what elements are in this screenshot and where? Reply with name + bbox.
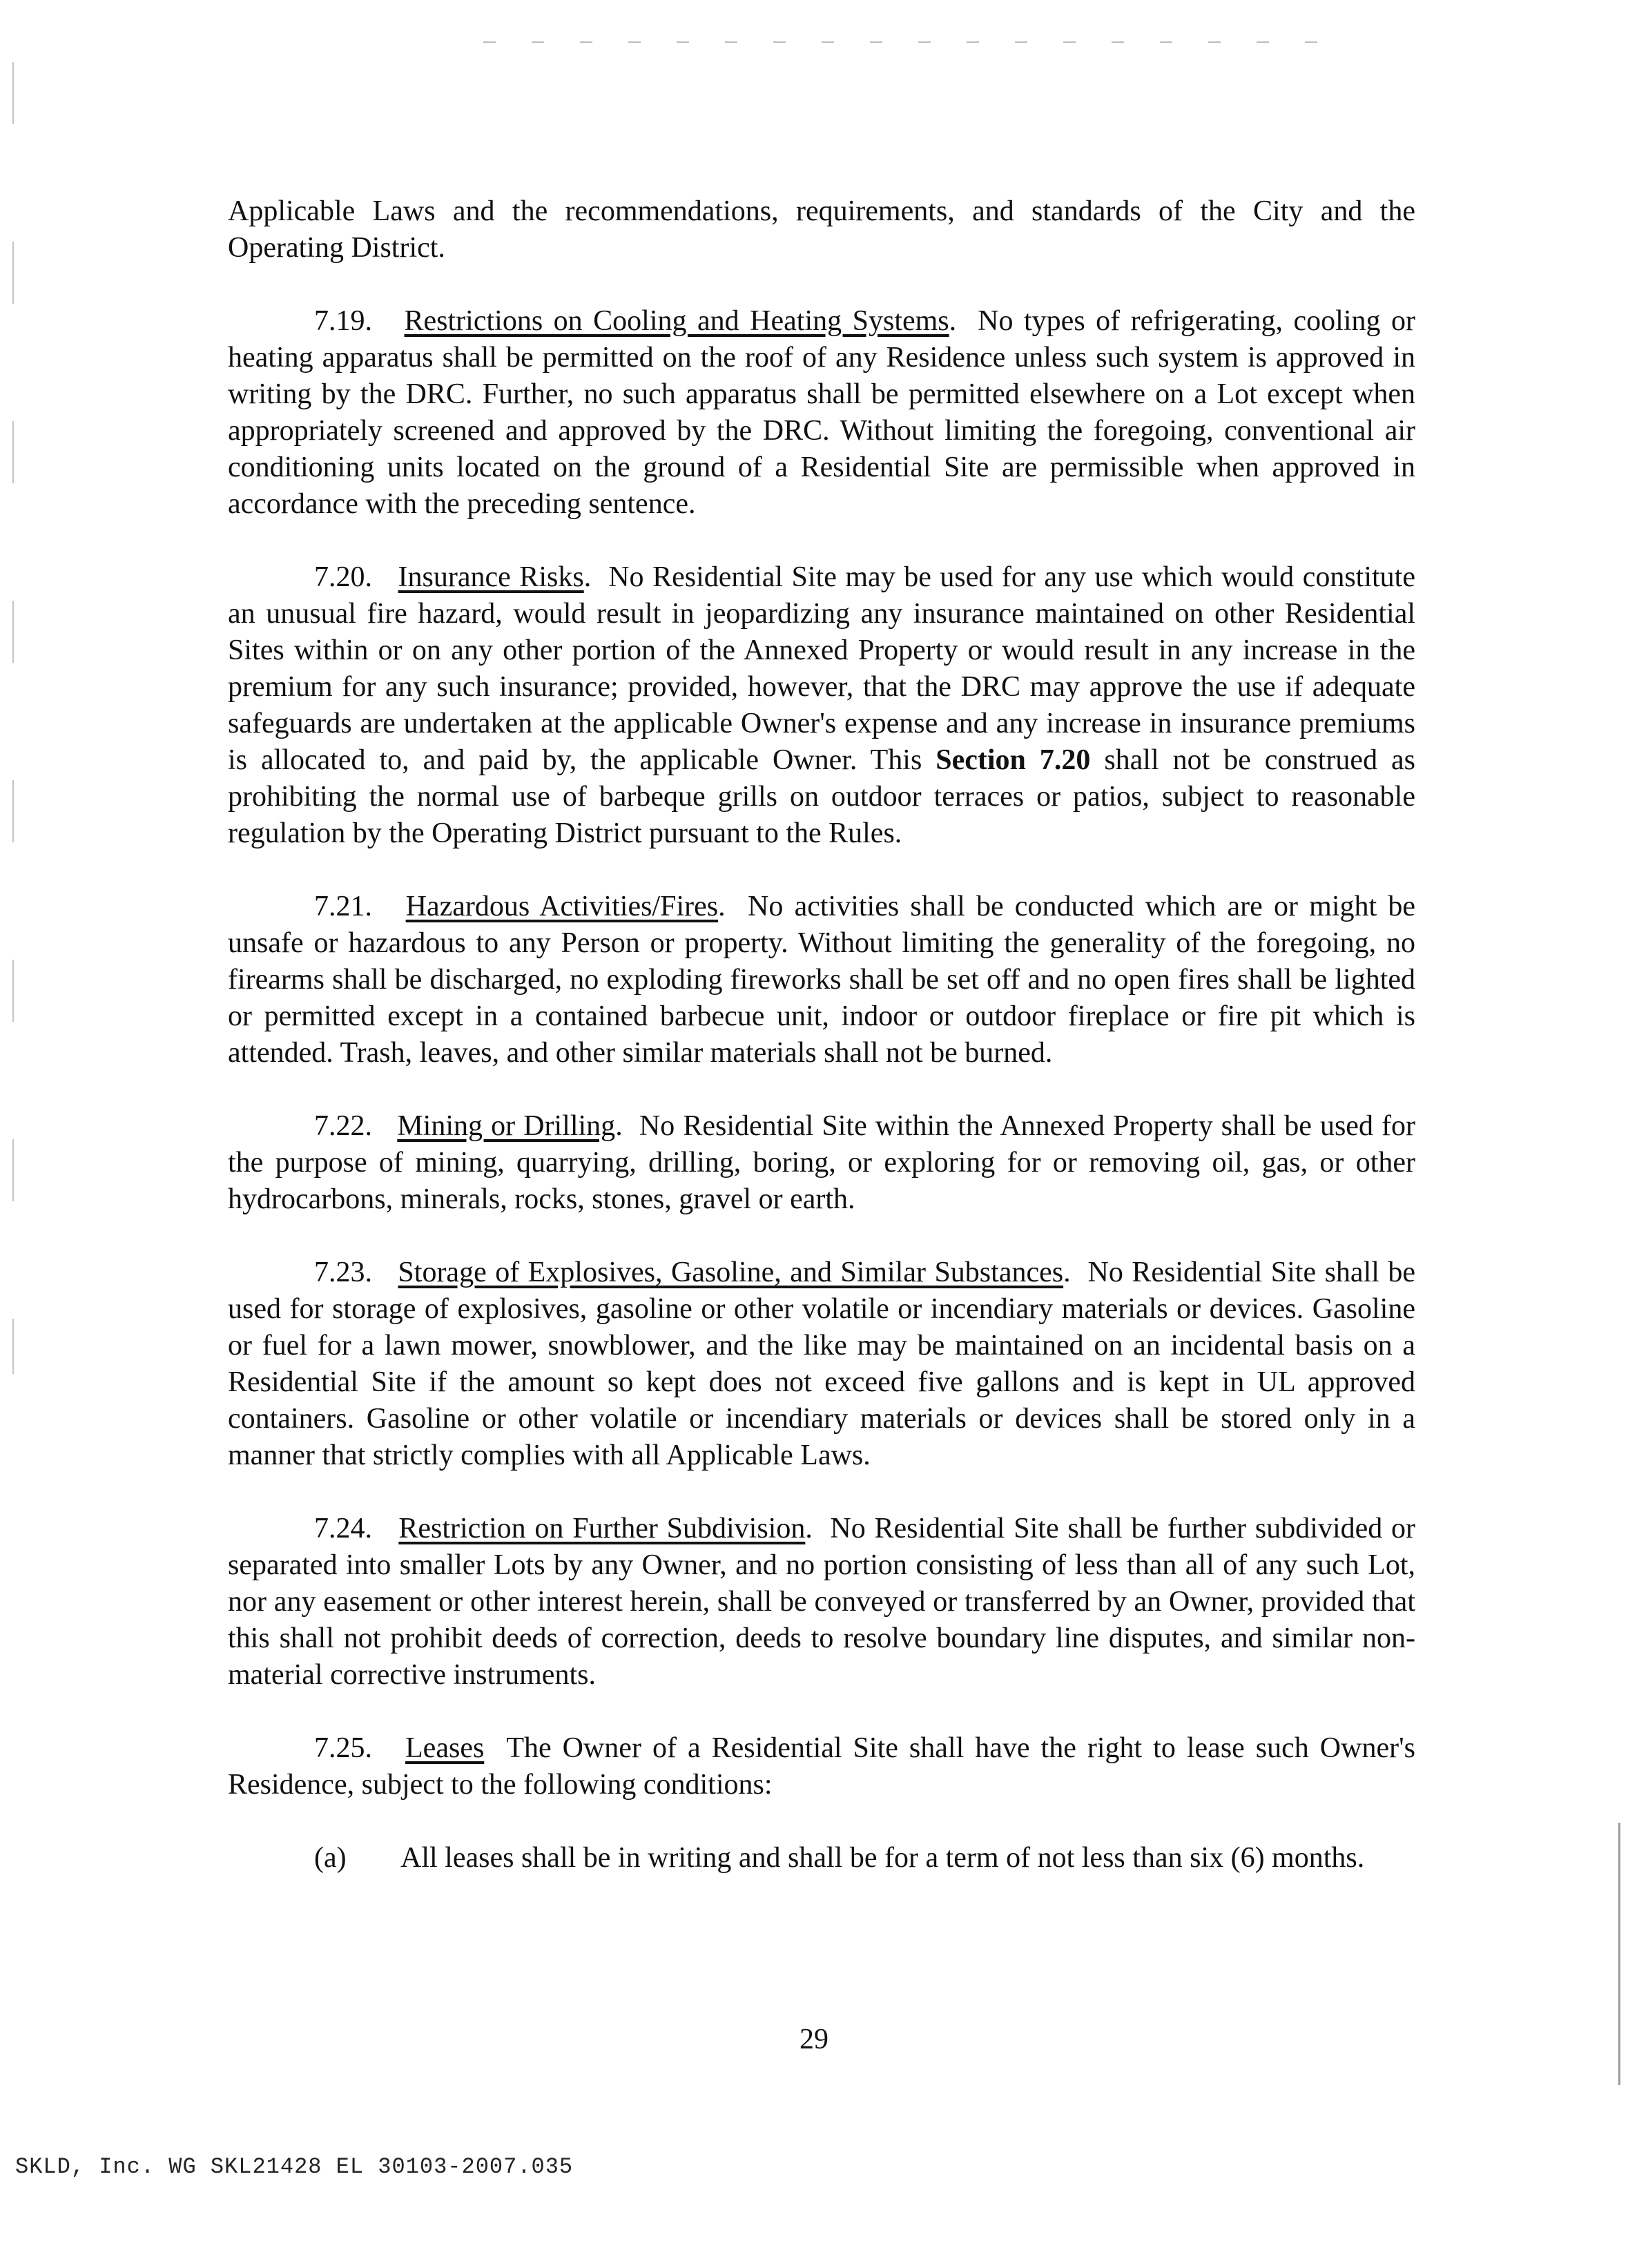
page-number: 29	[800, 2024, 828, 2055]
section-body: No Residential Site shall be used for storage of explosives, gasoline or other volatile or incendiary materials or devices. Gasoline or fuel for a lawn mower, snowblower, and the like may be maintained on an incidental basis on a Residential Site if the amount so kept does not exceed five gallons and is kept in UL approved containers. Gasoline or other volatile or incendiary materials or devices shall be stored only in a manner that strictly complies with all Applicable Laws.	[228, 1257, 1416, 1471]
document-body	[228, 193, 1415, 1877]
section-heading: Leases	[405, 1732, 485, 1764]
section-7-25	[228, 1730, 1415, 1803]
section-heading: Storage of Explosives, Gasoline, and Similar Substances	[398, 1257, 1064, 1288]
section-number: 7.22.	[314, 1110, 372, 1142]
footer-document-code: SKLD, Inc. WG SKL21428 EL 30103-2007.035	[15, 2154, 574, 2180]
heading-punct: .	[805, 1513, 813, 1544]
section-number: 7.21.	[314, 891, 372, 922]
continuation-paragraph: Applicable Laws and the recommendations, requirements, and standards of the City and the Operating District.	[228, 195, 1415, 264]
heading-punct: .	[615, 1110, 623, 1142]
section-heading: Hazardous Activities/Fires	[405, 891, 719, 922]
section-7-21	[228, 889, 1415, 1072]
heading-punct: .	[1063, 1257, 1071, 1288]
sub-item-text: All leases shall be in writing and shall be for a term of not less than six (6) months.	[400, 1842, 1365, 1874]
section-body: The Owner of a Residential Site shall have the right to lease such Owner's Residence, subject to the following conditions:	[228, 1732, 1416, 1801]
section-number: 7.23.	[314, 1257, 372, 1288]
section-body: No types of refrigerating, cooling or heating apparatus shall be permitted on the roof of any Residence unless such system is approved in writing by the DRC. Further, no such apparatus shall be permitted elsewhere on a Lot except when appropriately screened and approved by the DRC. Without limiting the foregoing, conventional air conditioning units located on the ground of a Residential Site are permissible when approved in accordance with the preceding sentence.	[228, 305, 1416, 520]
section-number: 7.20.	[314, 561, 372, 593]
section-body: No Residential Site may be used for any use which would constitute an unusual fire hazard, would result in jeopardizing any insurance maintained on other Residential Sites within or on any other portion of the Annexed Property or would result in any increase in the premium for any such insurance; provided, however, that the DRC may approve the use if adequate safeguards are undertaken at the applicable Owner's expense and any increase in insurance premiums is allocated to, and paid by, the applicable Owner. This	[228, 561, 1415, 776]
section-7-23	[228, 1254, 1415, 1474]
section-body: No activities shall be conducted which are or might be unsafe or hazardous to any Person or property. Without limiting the generality of the foregoing, no firearms shall be discharged, no exploding fireworks shall be set off and no open fires shall be lighted or permitted except in a contained barbecue unit, indoor or outdoor fireplace or fire pit which is attended. Trash, leaves, and other similar materials shall not be burned.	[228, 891, 1416, 1069]
section-number: 7.19.	[314, 305, 372, 337]
section-body: No Residential Site shall be further subdivided or separated into smaller Lots by any Owner, and no portion consisting of less than all of any such Lot, nor any easement or other interest herein, shall be conveyed or transferred by an Owner, provided that this shall not prohibit deeds of correction, deeds to resolve boundary line disputes, and similar non-material corrective instruments.	[228, 1513, 1416, 1691]
heading-punct: .	[949, 305, 957, 337]
section-body-continued: shall not be construed as prohibiting the normal use of barbeque grills on outdoor terraces or patios, subject to reasonable regulation by the Operating District pursuant to the Rules.	[228, 744, 1416, 849]
section-cross-reference: Section 7.20	[936, 744, 1091, 776]
scan-artifact-top-rule	[483, 41, 1346, 43]
section-body: No Residential Site within the Annexed Property shall be used for the purpose of mining, quarrying, drilling, boring, or exploring for or removing oil, gas, or other hydrocarbons, minerals, rocks, stones, gravel or earth.	[228, 1110, 1416, 1215]
section-heading: Restriction on Further Subdivision	[398, 1513, 806, 1544]
section-7-24	[228, 1511, 1415, 1694]
section-7-19	[228, 303, 1415, 523]
section-heading: Insurance Risks	[398, 561, 584, 593]
section-7-20	[228, 559, 1415, 852]
section-number: 7.25.	[314, 1732, 372, 1764]
heading-punct: .	[583, 561, 592, 593]
section-heading: Restrictions on Cooling and Heating Systems	[404, 305, 949, 337]
heading-punct: .	[718, 891, 726, 922]
scan-artifact-left-margin	[12, 62, 14, 1374]
section-number: 7.24.	[314, 1513, 372, 1544]
sub-item-a	[228, 1840, 1415, 1877]
section-heading: Mining or Drilling	[397, 1110, 616, 1142]
section-7-22	[228, 1108, 1415, 1218]
sub-item-label: (a)	[314, 1842, 347, 1874]
